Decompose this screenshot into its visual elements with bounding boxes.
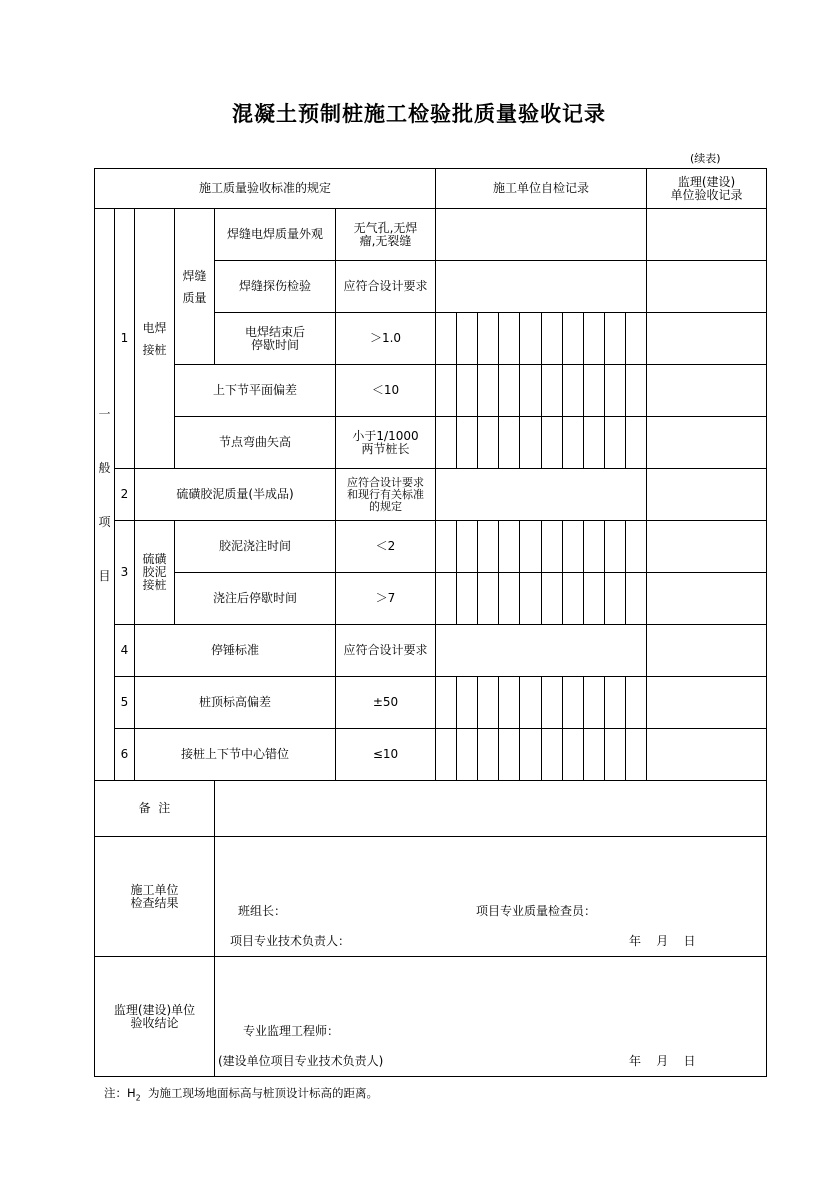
sulfur-line2: 胶泥 [142,565,167,579]
header-spec: 施工质量验收标准的规定 [198,181,331,195]
item-number-3: 3 [120,565,129,579]
supervision-date: 年 月 日 [629,1054,696,1068]
r10-name: 桩顶标高偏差 [198,695,271,709]
footnote-text: 为施工现场地面标高与桩顶设计标高的距离。 [140,1086,379,1100]
header-supervisor-line1: 监理(建设) [677,174,736,189]
item-number-4: 4 [120,643,129,657]
r9-standard: 应符合设计要求 [343,643,428,657]
r2-name: 焊缝探伤检验 [238,279,311,293]
r3-name [215,313,335,364]
remarks-label: 备 注 [138,801,171,815]
weld-joint-label [135,209,174,468]
header-self-check: 施工单位自检记录 [492,181,589,195]
weld-line2: 接桩 [142,342,167,357]
general-char-4: 目 [98,568,111,583]
continued-label: (续表) [690,152,721,165]
r1-name: 焊缝电焊质量外观 [226,227,323,241]
footnote-subscript: 2 [135,1093,141,1103]
sulfur-line1: 硫磺 [142,552,167,566]
sulfur-joint-label [135,521,174,624]
r3-name-line1: 电焊结束后 [244,324,305,339]
supervising-engineer-label: 专业监理工程师： [243,1024,340,1038]
general-char-2: 般 [98,460,111,475]
r6-std-line2: 和现行有关标准 [347,487,424,501]
r5-std-line2: 两节桩长 [361,441,410,456]
supervision-result-line2: 验收结论 [130,1015,179,1030]
weld-line1: 电焊 [142,320,167,335]
r8-standard: ＞7 [375,591,396,605]
remarks-field[interactable] [215,781,766,836]
header-supervisor-line2: 单位验收记录 [670,187,743,202]
r5-std-line1: 小于1/1000 [352,428,419,443]
r6-std-line3: 的规定 [369,499,402,513]
r5-standard [336,417,435,468]
r4-standard: ＜10 [371,383,400,397]
seam-line2: 质量 [182,290,207,305]
footnote [104,1085,378,1102]
item-number-1: 1 [120,331,129,345]
r9-name: 停锤标准 [210,643,259,657]
r6-name: 硫磺胶泥质量(半成品) [176,487,294,501]
construction-date: 年 月 日 [629,934,696,948]
item-number-2: 2 [120,487,129,501]
r10-standard: ±50 [372,695,399,709]
footnote-prefix: 注：H [104,1086,136,1100]
r1-standard [336,209,435,260]
team-leader-label: 班组长： [238,904,287,918]
r6-standard [336,469,435,520]
r3-standard: ＞1.0 [369,331,402,345]
item-number-5: 5 [120,695,129,709]
construction-result-line2: 检查结果 [130,895,179,910]
supervision-result-line1: 监理(建设)单位 [113,1002,196,1017]
r11-name: 接桩上下节中心错位 [180,747,289,761]
r1-std-line1: 无气孔,无焊 [353,220,418,235]
general-char-1: 一 [98,406,111,421]
tech-leader-label: 项目专业技术负责人： [230,934,351,948]
seam-quality-label [175,209,214,364]
sulfur-line3: 接桩 [142,578,167,592]
item-number-6: 6 [120,747,129,761]
r1-std-line2: 瘤,无裂缝 [359,233,412,248]
seam-line1: 焊缝 [182,268,207,283]
header-supervisor [647,169,766,208]
supervision-result-label [95,957,214,1076]
quality-inspector-label: 项目专业质量检查员： [476,904,597,918]
r7-standard: ＜2 [375,539,396,553]
r6-std-line1: 应符合设计要求 [347,475,424,489]
r2-standard: 应符合设计要求 [343,279,428,293]
construction-result-label [95,837,214,956]
r11-standard: ≤10 [372,747,399,761]
construction-result-line1: 施工单位 [130,882,179,897]
owner-tech-leader-label: (建设单位项目专业技术负责人) [218,1054,384,1068]
r3-name-line2: 停歇时间 [250,337,299,352]
page-title: 混凝土预制桩施工检验批质量验收记录 [232,102,606,126]
general-char-3: 项 [98,514,111,529]
r8-name: 浇注后停歇时间 [212,591,297,605]
r5-name: 节点弯曲矢高 [218,435,291,449]
r4-name: 上下节平面偏差 [212,383,297,397]
general-items-label [95,209,114,780]
r7-name: 胶泥浇注时间 [218,539,291,553]
